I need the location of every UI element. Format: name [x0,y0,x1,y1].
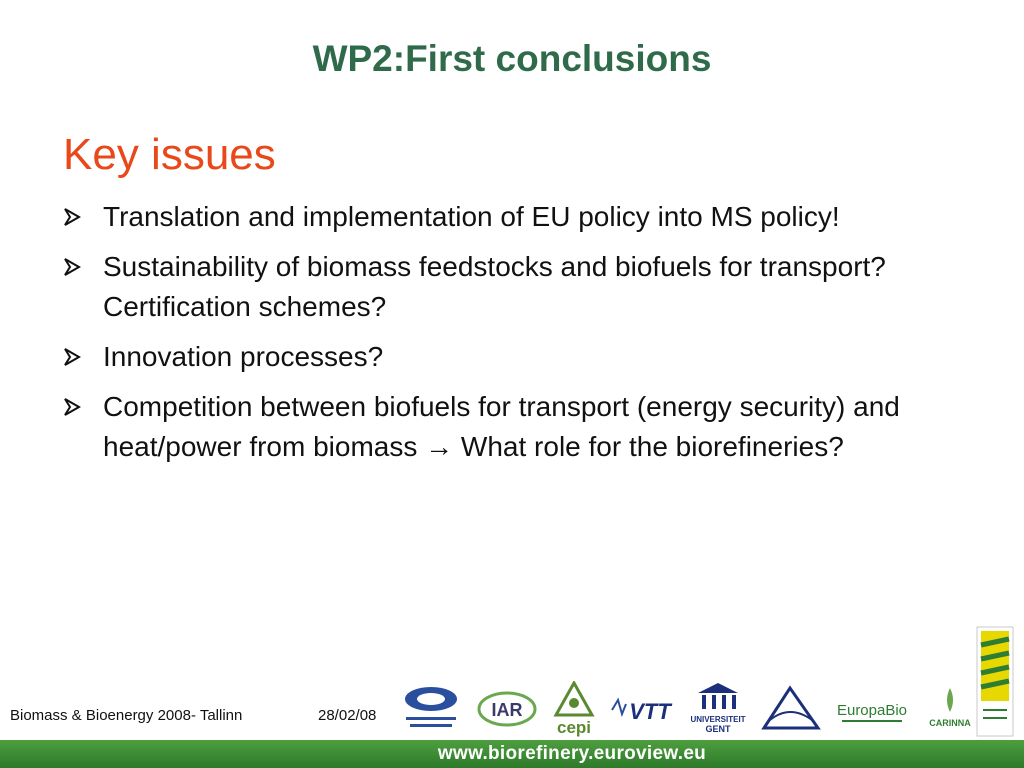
regional-logo [760,684,822,734]
arrow-bullet-icon [63,387,93,417]
vtt-logo [610,692,676,726]
footer-event: Biomass & Bioenergy 2008- Tallinn [10,707,243,724]
sixth-framework-logo [400,683,462,735]
website-url: www.biorefinery.euroview.eu [437,743,707,764]
ugent-logo-line2: GENT [705,724,731,734]
europabio-logo [836,689,908,729]
carinna-logo [922,682,978,736]
cepi-logo-text: cepi [556,718,592,737]
bullet-item [63,197,963,237]
bullet-text: Competition between biofuels for transport (energy security) and heat/power from biomass → What role for the biorefineries? [103,391,900,462]
bullet-item [63,337,963,377]
bullet-item [63,247,963,327]
bullet-text: Innovation processes? [103,341,384,372]
bullet-list [63,197,963,477]
bullet-text: Translation and implementation of EU policy into MS policy! [103,201,840,232]
bullet-text: Sustainability of biomass feedstocks and biofuels for transport? Certification schemes? [103,251,886,322]
cepi-logo [552,681,596,737]
europabio-logo-text: EuropaBio [836,702,908,719]
iar-logo [476,689,538,729]
slide-title: WP2:First conclusions [312,38,712,79]
section-heading: Key issues [63,130,276,179]
carinna-logo-text: CARINNA [929,718,971,728]
ugent-logo-line1: UNIVERSITEIT [690,715,746,724]
partner-logos [400,680,992,738]
vtt-logo-text: VTT [629,699,671,724]
arrow-bullet-icon [63,247,93,277]
footer-date: 28/02/08 [318,707,377,724]
bottom-bar [0,740,1024,768]
arrow-bullet-icon [63,197,93,227]
ugent-logo [690,681,746,737]
iar-logo-text: IAR [491,700,523,720]
bullet-item [63,387,963,467]
arrow-bullet-icon [63,337,93,367]
region-side-logo [975,625,1015,738]
